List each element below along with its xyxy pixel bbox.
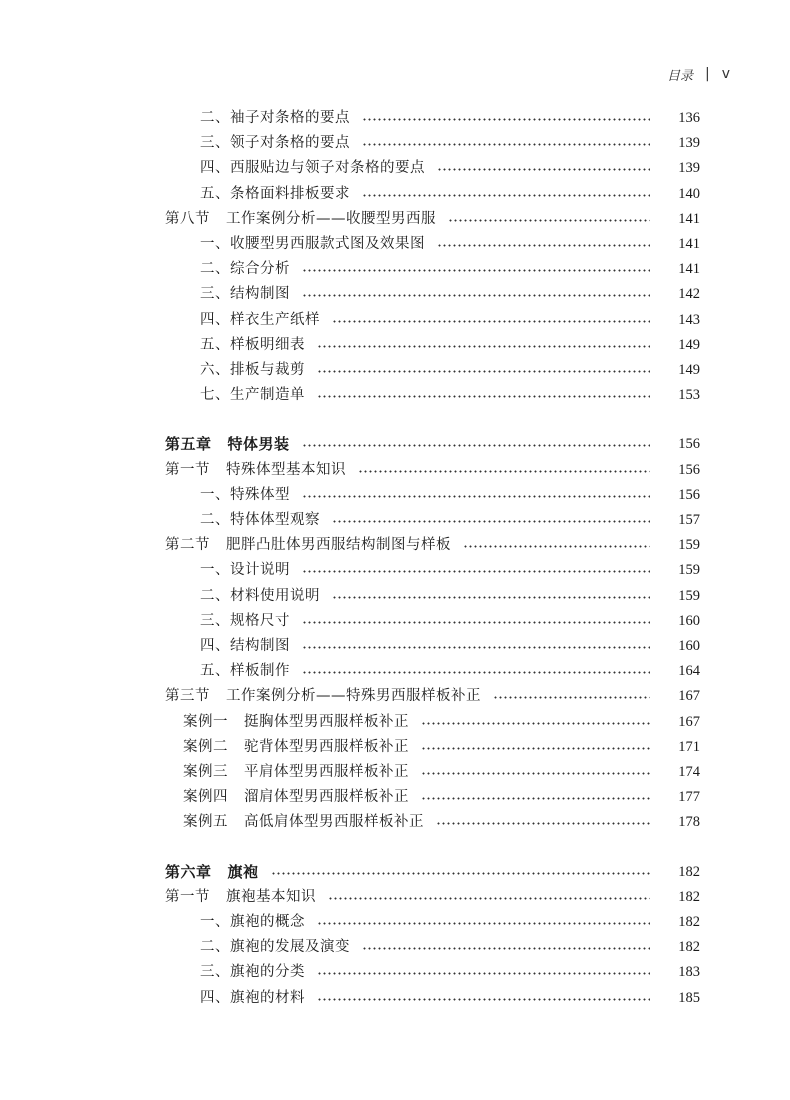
toc-page-number: 149 — [678, 337, 700, 353]
toc-page-number: 156 — [678, 462, 700, 478]
toc-entry-title: 排板与裁剪 — [230, 362, 305, 378]
toc-entry-label — [200, 107, 350, 129]
toc-entry-label — [200, 961, 305, 983]
toc-entry-label — [165, 433, 290, 455]
toc-entry-label — [183, 786, 409, 808]
header-section-title: 目录 — [666, 68, 693, 84]
toc-page-number: 182 — [678, 914, 700, 930]
toc-entry-label — [200, 660, 290, 682]
toc-entry-label — [165, 685, 481, 707]
toc-entry-prefix: 案例四 — [183, 789, 228, 805]
toc-entry-label — [200, 911, 305, 933]
toc-item-entry — [0, 559, 790, 581]
toc-entry-prefix: 案例二 — [183, 739, 228, 755]
toc-entry-title: 特体男装 — [227, 435, 290, 453]
toc-entry-title: 旗袍的材料 — [230, 990, 305, 1006]
toc-entry-prefix: 一、 — [200, 914, 230, 930]
toc-entry-prefix: 一、 — [200, 562, 230, 578]
toc-dot-leader — [328, 897, 650, 900]
header-page-number: v — [721, 66, 730, 82]
toc-item-entry — [0, 911, 790, 933]
toc-chapter-entry — [0, 433, 790, 455]
toc-entry-label — [200, 258, 290, 280]
toc-dot-leader — [437, 244, 650, 247]
toc-entry-label — [165, 861, 259, 883]
toc-entry-label — [183, 811, 424, 833]
toc-dot-leader — [421, 772, 650, 775]
toc-item-entry — [0, 585, 790, 607]
toc-item-entry — [0, 132, 790, 154]
toc-page-number: 149 — [678, 362, 700, 378]
toc-item-entry — [0, 987, 790, 1009]
toc-entry-title: 结构制图 — [230, 638, 290, 654]
toc-item-entry — [0, 107, 790, 129]
toc-dot-leader — [317, 370, 650, 373]
toc-dot-leader — [448, 219, 650, 222]
toc-item-entry — [0, 660, 790, 682]
toc-page-number: 182 — [678, 864, 700, 880]
toc-entry-title: 西服贴边与领子对条格的要点 — [230, 160, 425, 176]
toc-page-number: 164 — [678, 663, 700, 679]
toc-entry-label — [200, 987, 305, 1009]
toc-page-number: 153 — [678, 387, 700, 403]
toc-entry-prefix: 七、 — [200, 387, 230, 403]
toc-entry-title: 生产制造单 — [230, 387, 305, 403]
toc-entry-title: 结构制图 — [230, 286, 290, 302]
toc-page-number: 157 — [678, 512, 700, 528]
toc-entry-title: 特体体型观察 — [230, 512, 320, 528]
toc-entry-title: 旗袍的概念 — [230, 914, 305, 930]
toc-entry-title: 收腰型男西服款式图及效果图 — [230, 236, 425, 252]
toc-page-number: 167 — [678, 688, 700, 704]
toc-entry-title: 特殊体型 — [230, 487, 290, 503]
toc-dot-leader — [463, 545, 650, 548]
toc-entry-label — [200, 359, 305, 381]
toc-item-entry — [0, 258, 790, 280]
toc-item-entry — [0, 233, 790, 255]
toc-entry-title: 旗袍 — [227, 863, 259, 881]
toc-entry-label — [165, 208, 436, 230]
toc-entry-prefix: 四、 — [200, 638, 230, 654]
toc-entry-prefix: 案例一 — [183, 714, 228, 730]
toc-entry-label — [200, 233, 425, 255]
toc-dot-leader — [317, 922, 650, 925]
toc-page-number: 156 — [678, 487, 700, 503]
toc-entry-label — [200, 936, 350, 958]
toc-dot-leader — [362, 947, 650, 950]
toc-page-number: 139 — [678, 160, 700, 176]
toc-entry-prefix: 一、 — [200, 236, 230, 252]
toc-entry-title: 袖子对条格的要点 — [230, 110, 350, 126]
toc-entry-prefix: 三、 — [200, 964, 230, 980]
toc-section-entry — [0, 886, 790, 908]
toc-page-number: 167 — [678, 714, 700, 730]
toc-entry-title: 规格尺寸 — [230, 613, 290, 629]
toc-entry-title: 样板明细表 — [230, 337, 305, 353]
toc-page-number: 141 — [678, 261, 700, 277]
toc-entry-prefix: 案例五 — [183, 814, 228, 830]
toc-page-number: 182 — [678, 939, 700, 955]
toc-page-number: 159 — [678, 562, 700, 578]
toc-dot-leader — [362, 118, 650, 121]
toc-page-number: 183 — [678, 964, 700, 980]
toc-dot-leader — [317, 345, 650, 348]
toc-entry-title: 样衣生产纸样 — [230, 312, 320, 328]
toc-item-entry — [0, 157, 790, 179]
toc-entry-title: 特殊体型基本知识 — [226, 462, 346, 478]
toc-entry-title: 平肩体型男西服样板补正 — [244, 764, 409, 780]
toc-entry-prefix: 三、 — [200, 286, 230, 302]
toc-section-entry — [0, 534, 790, 556]
toc-page-number: 171 — [678, 739, 700, 755]
toc-entry-prefix: 二、 — [200, 261, 230, 277]
toc-page-number: 142 — [678, 286, 700, 302]
toc-dot-leader — [421, 722, 650, 725]
toc-entry-title: 设计说明 — [230, 562, 290, 578]
toc-page-number: 182 — [678, 889, 700, 905]
toc-entry-prefix: 一、 — [200, 487, 230, 503]
toc-dot-leader — [332, 520, 650, 523]
toc-dot-leader — [362, 194, 650, 197]
toc-entry-prefix: 二、 — [200, 512, 230, 528]
toc-entry-label — [200, 635, 290, 657]
toc-entry-title: 领子对条格的要点 — [230, 135, 350, 151]
toc-item-entry — [0, 736, 790, 758]
toc-entry-title: 高低肩体型男西服样板补正 — [244, 814, 424, 830]
toc-entry-prefix: 第八节 — [165, 211, 210, 227]
toc-entry-label — [200, 309, 320, 331]
toc-dot-leader — [302, 495, 650, 498]
toc-item-entry — [0, 384, 790, 406]
toc-entry-prefix: 三、 — [200, 135, 230, 151]
toc-dot-leader — [332, 320, 650, 323]
toc-dot-leader — [493, 696, 650, 699]
toc-section-entry — [0, 459, 790, 481]
toc-entry-title: 工作案例分析——特殊男西服样板补正 — [226, 688, 481, 704]
toc-item-entry — [0, 509, 790, 531]
running-header — [667, 64, 730, 84]
toc-entry-prefix: 第五章 — [165, 435, 212, 453]
toc-dot-leader — [302, 269, 650, 272]
toc-page-number: 178 — [678, 814, 700, 830]
toc-entry-prefix: 第一节 — [165, 462, 210, 478]
toc-item-entry — [0, 936, 790, 958]
toc-dot-leader — [421, 797, 650, 800]
toc-entry-prefix: 第六章 — [165, 863, 212, 881]
toc-entry-title: 材料使用说明 — [230, 588, 320, 604]
toc-entry-prefix: 六、 — [200, 362, 230, 378]
toc-page-number: 141 — [678, 211, 700, 227]
toc-entry-title: 工作案例分析——收腰型男西服 — [226, 211, 436, 227]
toc-entry-label — [165, 459, 346, 481]
toc-dot-leader — [302, 294, 650, 297]
toc-page-number: 156 — [678, 436, 700, 452]
toc-entry-prefix: 五、 — [200, 337, 230, 353]
toc-item-entry — [0, 635, 790, 657]
toc-entry-label — [200, 157, 425, 179]
toc-entry-label — [200, 585, 320, 607]
toc-item-entry — [0, 610, 790, 632]
toc-page-number: 136 — [678, 110, 700, 126]
toc-entry-title: 溜肩体型男西服样板补正 — [244, 789, 409, 805]
toc-entry-prefix: 第一节 — [165, 889, 210, 905]
header-separator: | — [704, 66, 710, 82]
toc-entry-title: 旗袍基本知识 — [226, 889, 316, 905]
toc-item-entry — [0, 811, 790, 833]
toc-dot-leader — [362, 143, 650, 146]
toc-item-entry — [0, 786, 790, 808]
toc-entry-title: 旗袍的分类 — [230, 964, 305, 980]
toc-dot-leader — [302, 671, 650, 674]
toc-entry-prefix: 五、 — [200, 186, 230, 202]
toc-entry-prefix: 案例三 — [183, 764, 228, 780]
toc-entry-prefix: 四、 — [200, 312, 230, 328]
toc-entry-title: 综合分析 — [230, 261, 290, 277]
toc-entry-title: 肥胖凸肚体男西服结构制图与样板 — [226, 537, 451, 553]
toc-entry-label — [200, 610, 290, 632]
toc-page-number: 143 — [678, 312, 700, 328]
toc-item-entry — [0, 183, 790, 205]
toc-item-entry — [0, 359, 790, 381]
toc-entry-prefix: 四、 — [200, 990, 230, 1006]
toc-dot-leader — [358, 470, 650, 473]
toc-entry-title: 挺胸体型男西服样板补正 — [244, 714, 409, 730]
toc-chapter-entry — [0, 861, 790, 883]
toc-dot-leader — [317, 972, 650, 975]
toc-dot-leader — [436, 822, 650, 825]
toc-page-number: 159 — [678, 537, 700, 553]
toc-entry-prefix: 二、 — [200, 939, 230, 955]
toc-entry-label — [200, 559, 290, 581]
toc-item-entry — [0, 761, 790, 783]
toc-entry-label — [183, 711, 409, 733]
toc-section-entry — [0, 685, 790, 707]
toc-entry-label — [165, 534, 451, 556]
toc-entry-label — [183, 736, 409, 758]
toc-page-number: 160 — [678, 638, 700, 654]
toc-item-entry — [0, 961, 790, 983]
toc-entry-label — [200, 183, 350, 205]
toc-section-entry — [0, 208, 790, 230]
toc-item-entry — [0, 334, 790, 356]
toc-dot-leader — [437, 168, 650, 171]
toc-entry-label — [200, 384, 305, 406]
toc-item-entry — [0, 283, 790, 305]
toc-dot-leader — [302, 646, 650, 649]
toc-page-number: 139 — [678, 135, 700, 151]
toc-dot-leader — [302, 621, 650, 624]
toc-entry-label — [183, 761, 409, 783]
toc-dot-leader — [317, 395, 650, 398]
toc-dot-leader — [302, 570, 650, 573]
toc-item-entry — [0, 309, 790, 331]
toc-entry-prefix: 三、 — [200, 613, 230, 629]
toc-entry-label — [200, 484, 290, 506]
toc-entry-prefix: 五、 — [200, 663, 230, 679]
toc-dot-leader — [332, 596, 650, 599]
toc-page-number: 185 — [678, 990, 700, 1006]
toc-page-number: 159 — [678, 588, 700, 604]
toc-page-number: 140 — [678, 186, 700, 202]
toc-entry-label — [200, 132, 350, 154]
toc-dot-leader — [302, 444, 650, 447]
toc-entry-prefix: 第三节 — [165, 688, 210, 704]
toc-dot-leader — [271, 872, 650, 875]
toc-entry-prefix: 第二节 — [165, 537, 210, 553]
toc-entry-title: 驼背体型男西服样板补正 — [244, 739, 409, 755]
toc-entry-title: 样板制作 — [230, 663, 290, 679]
toc-entry-label — [200, 283, 290, 305]
toc-entry-label — [165, 886, 316, 908]
toc-dot-leader — [421, 747, 650, 750]
toc-entry-prefix: 四、 — [200, 160, 230, 176]
toc-entry-prefix: 二、 — [200, 588, 230, 604]
toc-entry-title: 旗袍的发展及演变 — [230, 939, 350, 955]
toc-page-number: 174 — [678, 764, 700, 780]
toc-item-entry — [0, 484, 790, 506]
toc-entry-label — [200, 509, 320, 531]
toc-page-number: 141 — [678, 236, 700, 252]
toc-page-number: 160 — [678, 613, 700, 629]
toc-entry-prefix: 二、 — [200, 110, 230, 126]
toc-item-entry — [0, 711, 790, 733]
toc-page-number: 177 — [678, 789, 700, 805]
toc-dot-leader — [317, 998, 650, 1001]
toc-entry-label — [200, 334, 305, 356]
toc-entry-title: 条格面料排板要求 — [230, 186, 350, 202]
